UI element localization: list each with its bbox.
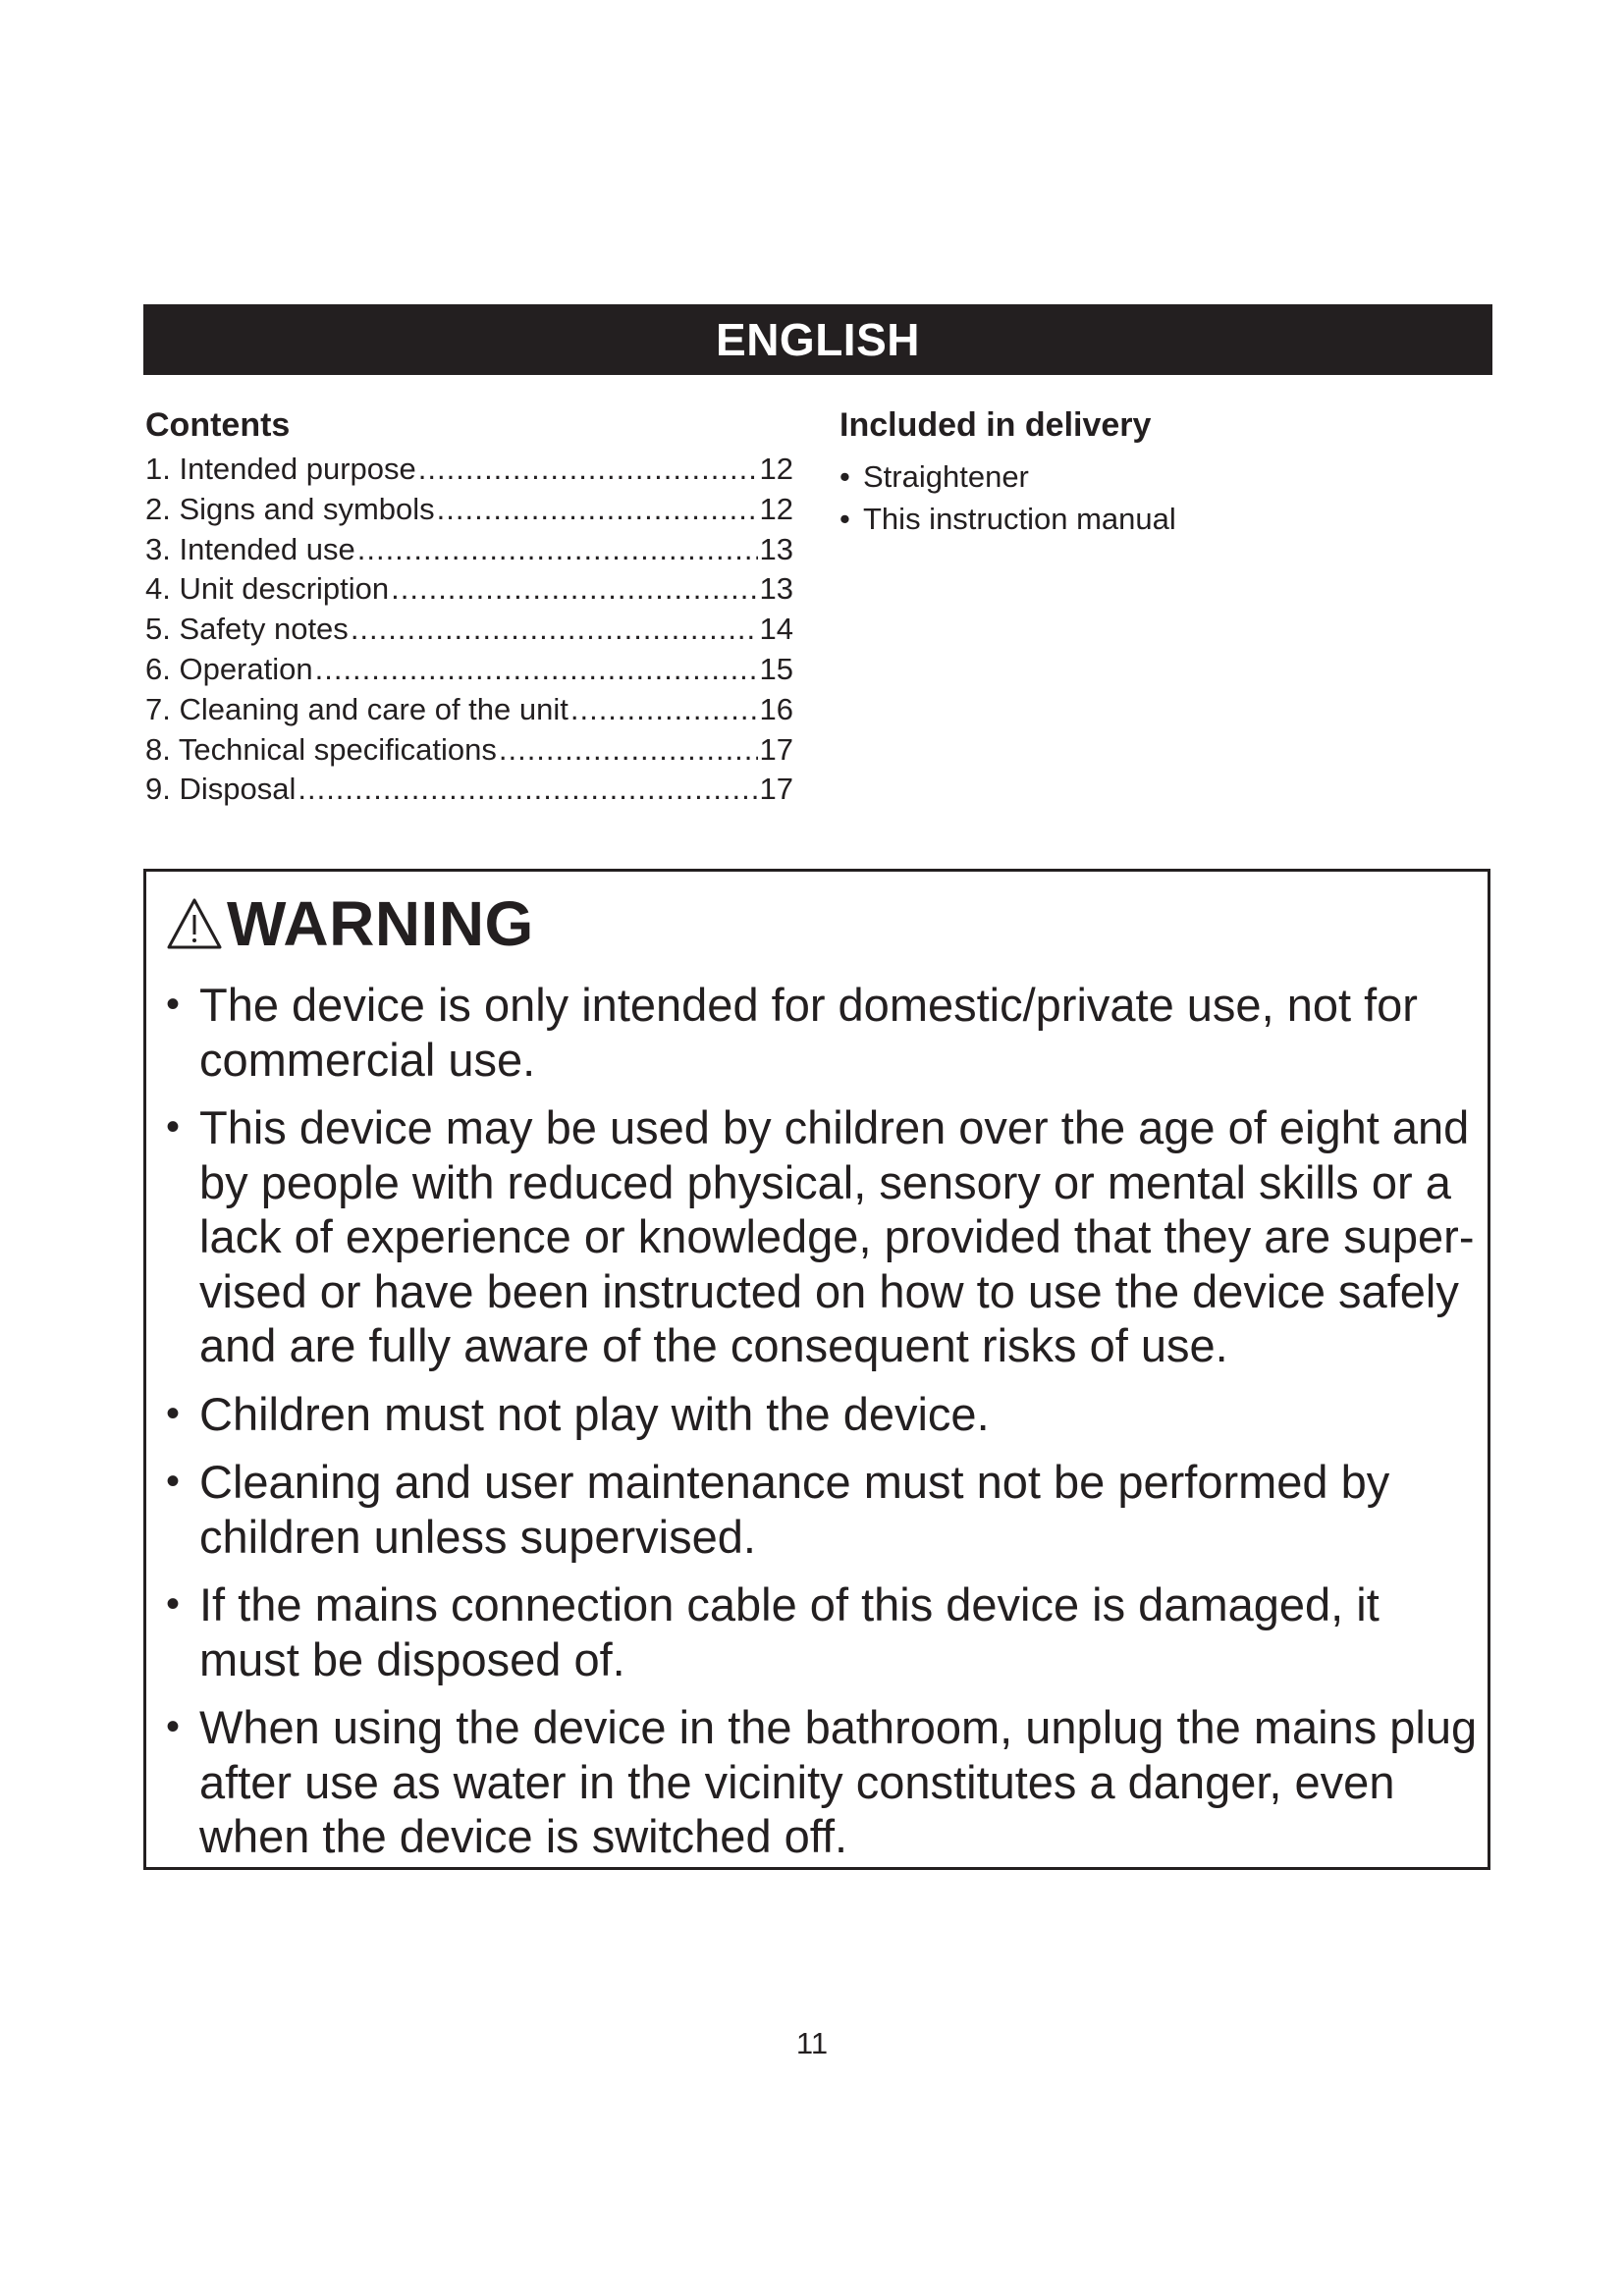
toc-leader-dots — [499, 730, 758, 771]
toc-item[interactable] — [145, 490, 793, 530]
toc-item-page: 17 — [759, 772, 793, 807]
toc-item[interactable] — [145, 610, 793, 650]
toc-leader-dots — [351, 610, 758, 650]
toc-item-page: 13 — [759, 571, 793, 607]
warning-header — [166, 889, 534, 958]
toc-item-title: 3. Intended use — [145, 531, 355, 566]
toc-item[interactable] — [145, 530, 793, 570]
toc-leader-dots — [391, 569, 757, 610]
toc-item-page: 17 — [759, 731, 793, 767]
toc-item-title: 1. Intended purpose — [145, 452, 416, 486]
toc-item[interactable] — [145, 569, 793, 610]
bullet: • — [166, 983, 181, 1026]
toc-item-title: 2. Signs and symbols — [145, 491, 435, 526]
warning-title: WARNING — [227, 888, 534, 959]
toc-item-title: 7. Cleaning and care of the unit — [145, 691, 568, 726]
toc-leader-dots — [298, 770, 757, 810]
page-number: 11 — [795, 2026, 829, 2060]
warning-box — [143, 869, 1490, 1870]
toc-item[interactable] — [145, 450, 793, 490]
toc-item[interactable] — [145, 650, 793, 690]
contents-section — [145, 404, 793, 810]
warning-item — [166, 978, 1482, 1087]
bullet: • — [166, 1582, 181, 1626]
toc-item-page: 15 — [759, 651, 793, 686]
warning-item — [166, 1387, 1482, 1442]
toc-item-page: 12 — [759, 491, 793, 526]
toc-item[interactable] — [145, 770, 793, 810]
toc-item-page: 13 — [759, 531, 793, 566]
bullet: • — [839, 459, 850, 494]
contents-heading: Contents — [145, 406, 291, 444]
toc-item[interactable] — [145, 690, 793, 730]
warning-item-text: When using the device in the bathroom, unplug the mains plug after use as water in the vicinity constitutes a danger, even when the device is switched off. — [199, 1701, 1478, 1862]
toc-item-page: 14 — [759, 612, 793, 647]
warning-item-text: Children must not play with the device. — [199, 1387, 990, 1440]
toc-item-page: 16 — [759, 691, 793, 726]
toc-item-page: 12 — [759, 452, 793, 486]
toc-leader-dots — [418, 450, 758, 490]
warning-list — [166, 978, 1482, 1878]
warning-item-text: If the mains connection cable of this device is damaged, it must be disposed of. — [199, 1578, 1380, 1685]
bullet: • — [166, 1705, 181, 1748]
warning-triangle-icon — [166, 897, 223, 950]
delivery-item-text: Straightener — [863, 459, 1029, 494]
bullet: • — [166, 1105, 181, 1148]
toc-list — [145, 450, 793, 810]
delivery-item — [839, 455, 1389, 498]
warning-item — [166, 1700, 1482, 1864]
warning-item-text: Cleaning and user maintenance must not be performed by children unless supervised. — [199, 1456, 1390, 1563]
delivery-list — [839, 455, 1389, 540]
toc-leader-dots — [437, 490, 758, 530]
toc-leader-dots — [570, 690, 758, 730]
bullet: • — [166, 1460, 181, 1503]
delivery-section — [839, 404, 1389, 540]
warning-item — [166, 1100, 1482, 1373]
toc-item[interactable] — [145, 730, 793, 771]
warning-item — [166, 1455, 1482, 1564]
delivery-heading: Included in delivery — [839, 406, 1152, 444]
warning-item-text: The device is only intended for domestic/private use, not for commercial use. — [199, 979, 1418, 1086]
warning-item-text: This device may be used by children over the age of eight and by people with reduced physical, sensory or mental skills or a lack of experience or knowledge, provided that they are super-vised or have been instructed on how to use the device safely and are fully aware of the consequent risks of use. — [199, 1101, 1475, 1371]
toc-item-title: 9. Disposal — [145, 772, 297, 807]
language-banner — [143, 304, 1492, 375]
toc-item-title: 6. Operation — [145, 651, 313, 686]
toc-item-title: 4. Unit description — [145, 571, 390, 607]
warning-item — [166, 1577, 1482, 1686]
delivery-item-text: This instruction manual — [863, 502, 1176, 536]
toc-item-title: 5. Safety notes — [145, 612, 349, 647]
toc-item-title: 8. Technical specifications — [145, 731, 497, 767]
bullet: • — [839, 502, 850, 536]
bullet: • — [166, 1391, 181, 1435]
language-label: ENGLISH — [716, 314, 920, 365]
toc-leader-dots — [357, 530, 758, 570]
toc-leader-dots — [315, 650, 758, 690]
delivery-item — [839, 498, 1389, 540]
